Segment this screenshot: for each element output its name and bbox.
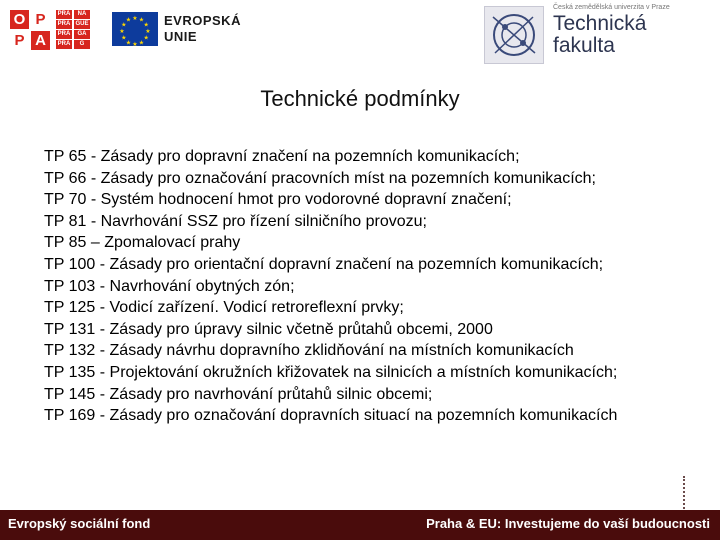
list-item: TP 70 - Systém hodnocení hmot pro vodorovné dopravní značení; [44,191,512,209]
faculty-title-line1: Technická [553,12,647,35]
eu-text-line2: UNIE [164,29,198,44]
svg-text:★: ★ [132,41,138,46]
opp-grid-cell: PRA [57,11,71,17]
opp-grid-cell: GUE [75,21,89,27]
opp-grid-cell: PRA [57,41,71,47]
svg-text:★: ★ [132,15,138,22]
list-item: TP 131 - Zásady pro úpravy silnic včetně průtahů obcemi, 2000 [44,320,493,338]
faculty-title-line2: fakulta [553,34,615,57]
svg-text:★: ★ [138,16,145,24]
list-item: TP 81 - Navrhování SSZ pro řízení silničního provozu; [44,212,427,230]
svg-text:★: ★ [145,28,151,35]
svg-text:★: ★ [125,16,132,24]
svg-text:★: ★ [143,21,149,29]
list-item: TP 132 - Zásady návrhu dopravního zklidňování na místních komunikacích [44,342,574,360]
list-item: TP 135 - Projektování okružních křižovatek na silnicích a místních komunikacích; [44,363,618,381]
list-item: TP 145 - Zásady pro navrhování průtahů silnic obcemi; [44,385,433,403]
slide-title: Technické podmínky [260,86,460,111]
eu-text-line1: EVROPSKÁ [164,13,241,28]
list-item: TP 100 - Zásady pro orientační dopravní značení na pozemních komunikacích; [44,255,604,273]
opp-grid-cell: PRA [57,31,71,37]
opp-letter: A [31,31,50,50]
svg-text:★: ★ [121,21,127,29]
opp-letter: O [10,10,29,29]
svg-text:★: ★ [121,34,127,42]
list-item: TP 125 - Vodicí zařízení. Vodicí retroreflexní prvky; [44,299,404,317]
list-item: TP 65 - Zásady pro dopravní značení na pozemních komunikacích; [44,148,520,165]
opp-letter: P [10,31,29,50]
footer-left-text: Evropský sociální fond [8,516,151,531]
opp-grid-cell: PRA [57,21,71,27]
opp-grid-cell: NA [74,10,90,19]
opp-grid-cell: G [74,40,90,49]
opp-grid-cell: GA [74,30,90,39]
opp-praha-logo [10,10,104,52]
svg-text:★: ★ [119,28,125,35]
list-item: TP 85 – Zpomalovací prahy [44,234,241,252]
technical-conditions-list [44,146,694,427]
footer-right-text: Praha & EU: Investujeme do vaší budoucnosti [426,516,710,531]
university-name: Česká zemědělská univerzita v Praze [553,4,670,11]
svg-text:★: ★ [143,34,149,42]
faculty-emblem-icon [484,6,544,64]
footer-bar [0,510,720,540]
eu-flag-icon [112,12,158,46]
technicka-fakulta-logo [482,2,714,66]
eu-logo [112,12,241,46]
list-item: TP 169 - Zásady pro označování dopravních situací na pozemních komunikacích [44,407,618,425]
opp-letter: P [31,10,50,29]
list-item: TP 66 - Zásady pro označování pracovních míst na pozemních komunikacích; [44,169,596,187]
svg-text:★: ★ [125,39,132,46]
svg-text:★: ★ [138,39,145,46]
list-item: TP 103 - Navrhování obytných zón; [44,277,295,295]
